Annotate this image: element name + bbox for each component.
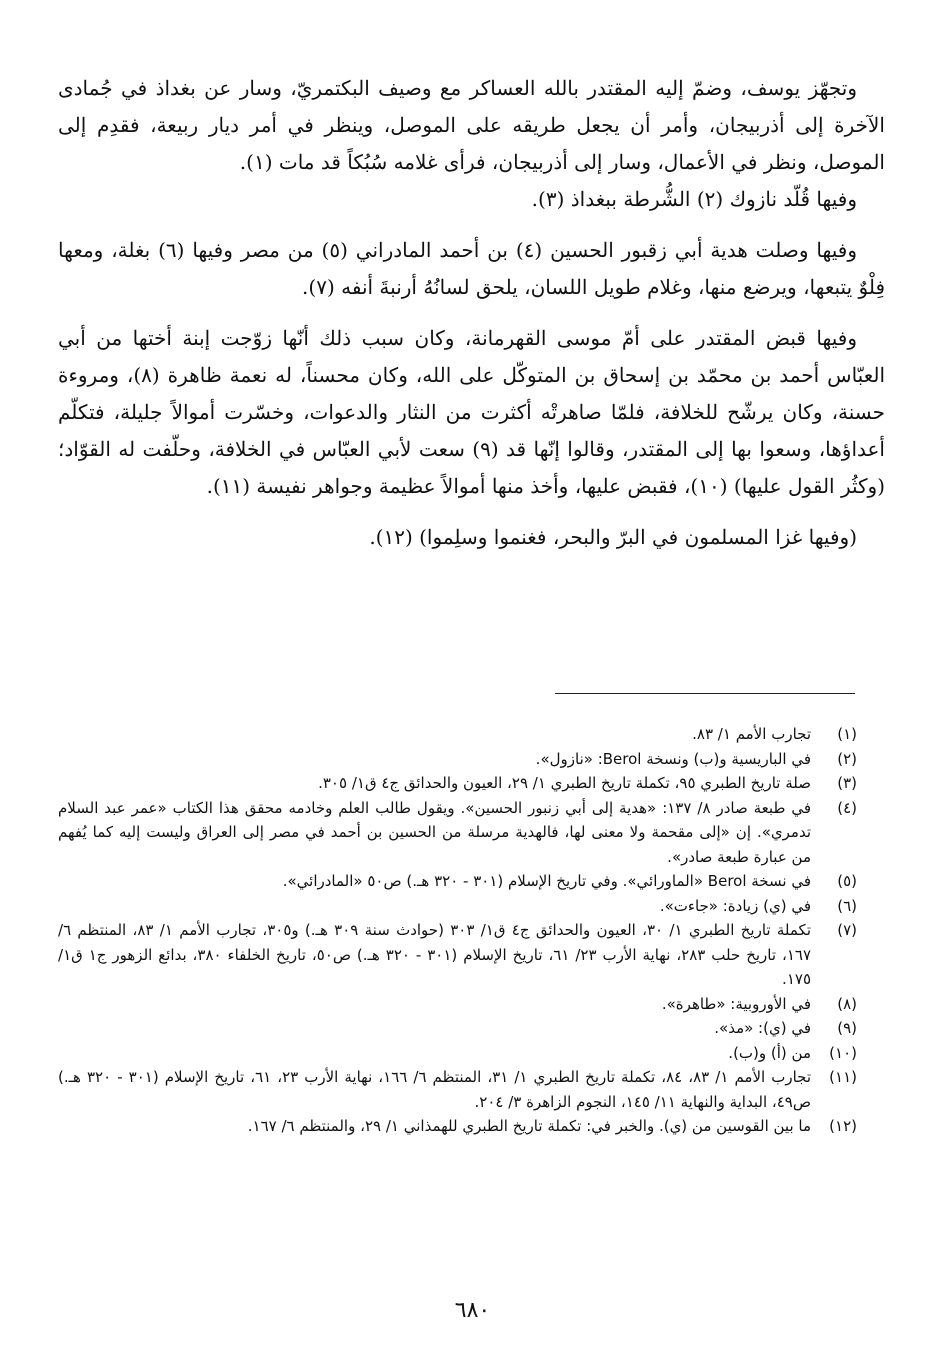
footnote-text: في الباريسية و(ب) ونسخة Berol: «نازول». [535, 749, 811, 768]
footnote [58, 992, 857, 1017]
paragraph: (وفيها غزا المسلمون في البرّ والبحر، فغنموا وسلِموا) (١٢). [369, 525, 857, 549]
footnote-number: (١) [837, 725, 857, 743]
paragraph: وتجهّز يوسف، وضمّ إليه المقتدر بالله العساكر مع وصيف البكتمريّ، وسار عن بغداذ في جُمادى الآخرة إلى أذربيجان، وأمر أن يجعل طريقه على الموصل، وينظر في أمر ديار ربيعة، فقدِم إلى الموصل، ونظر في الأعمال، وسار إلى أذربيجان، فرأى غلامه سُبُكاً قد مات (١). [58, 76, 885, 174]
footnote [58, 1016, 857, 1041]
footnote-text: في الأوروبية: «طاهرة». [661, 994, 811, 1013]
footnote-text: تجارب الأمم ١/ ٨٣، ٨٤، تكملة تاريخ الطبري ١/ ٣١، المنتظم ٦/ ١٦٦، نهاية الأرب ٢٣، ٦١، تاريخ الإسلام (٣٠١ - ٣٢٠ هـ.) ص٤٩، البداية والنهاية ١١/ ١٤٥، النجوم الزاهرة ٣/ ٢٠٤. [58, 1068, 812, 1111]
footnote-text: في (ي) زيادة: «جاءت». [659, 896, 811, 915]
footnote-number: (٩) [837, 1019, 857, 1037]
paragraph: وفيها وصلت هدية أبي زقبور الحسين (٤) بن أحمد المادراني (٥) من مصر وفيها (٦) بغلة، ومعها فِلْوٌ يتبعها، ويرضع منها، وغلام طويل اللسان، يلحق لسانُهُ أرنبةَ أنفه (٧). [58, 238, 885, 299]
footnotes [58, 722, 857, 1139]
footnote-divider [555, 693, 855, 694]
footnote-text: من (أ) و(ب). [728, 1043, 811, 1062]
footnote [58, 1065, 857, 1114]
footnote [58, 894, 857, 919]
footnote-text: صلة تاريخ الطبري ٩٥، تكملة تاريخ الطبري ١/ ٢٩، العيون والحدائق ج٤ ق١/ ٣٠٥. [318, 774, 811, 792]
footnote-number: (١٢) [829, 1117, 857, 1135]
footnote-text: في طبعة صادر ٨/ ١٣٧: «هدية إلى أبي زنبور الحسين». ويقول طالب العلم وخادمه محقق هذا الكتاب «عمر عبد السلام تدمري». إن «إلى مقحمة ولا معنى لها، فالهدية مرسلة من الحسين بن أحمد في مصر إلى العراق وليست إليه كما يُفهم من عبارة طبعة صادر». [58, 798, 812, 866]
footnote-number: (٤) [837, 798, 857, 817]
footnote-text: تكملة تاريخ الطبري ١/ ٣٠، العيون والحدائق ج٤ ق١/ ٣٠٣ (حوادث سنة ٣٠٩ هـ.) و٣٠٥، تجارب الأمم ١/ ٨٣، المنتظم ٦/ ١٦٧، تاريخ حلب ٢٨٣، نهاية الأرب ٢٣/ ٦١، تاريخ الإسلام (٣٠١ - ٣٢٠ هـ.) ص٥٠، تاريخ الخلفاء ٣٨٠، بدائع الزهور ج١ ق١/ ١٧٥. [58, 921, 812, 988]
footnote [58, 747, 857, 772]
footnote-text: ما بين القوسين من (ي). والخبر في: تكملة تاريخ الطبري للهمذاني ١/ ٢٩، والمنتظم ٦/ ١٦٧. [247, 1117, 811, 1135]
main-text [58, 70, 885, 556]
footnote [58, 918, 857, 992]
paragraph: وفيها قبض المقتدر على أمّ موسى القهرمانة، وكان سبب ذلك أنّها زوّجت إبنة أختها من أبي العبّاس أحمد بن محمّد بن إسحاق بن المتوكّل على الله، وكان محسناً، له نعمة ظاهرة (٨)، ومروءة حسنة، وكان يرشّح للخلافة، فلمّا صاهرتْه أكثرت من النثار والدعوات، وخسّرت أموالاً جليلة، فتكلّم أعداؤها، وسعوا بها إلى المقتدر، وقالوا إنّها قد (٩) سعت لأبي العبّاس في الخلافة، وحلّفت له القوّاد؛ (وكثُر القول عليها) (١٠)، فقبض عليها، وأخذ منها أموالاً عظيمة وجواهر نفيسة (١١). [58, 326, 885, 498]
footnote-number: (٣) [837, 774, 857, 792]
footnote-number: (٨) [837, 994, 857, 1013]
footnote-text: تجارب الأمم ١/ ٨٣. [692, 725, 811, 743]
footnote [58, 1041, 857, 1066]
footnote [58, 1114, 857, 1139]
footnote-number: (٧) [837, 921, 857, 939]
paragraph: وفيها قُلّد نازوك (٢) الشُّرطة ببغداذ (٣). [531, 187, 857, 211]
footnote [58, 722, 857, 747]
page-number: ٦٨٠ [454, 1298, 491, 1323]
footnote [58, 869, 857, 894]
footnote-number: (٥) [837, 872, 857, 890]
footnote-number: (٢) [837, 749, 857, 768]
footnote-number: (٦) [837, 896, 857, 915]
footnote [58, 771, 857, 796]
footnote-text: في (ي): «مذ». [714, 1019, 811, 1037]
footnote-number: (١١) [829, 1068, 857, 1086]
footnote-text: في نسخة Berol «الماورائي». وفي تاريخ الإسلام (٣٠١ - ٣٢٠ هـ.) ص٥٠ «المادرائي». [282, 872, 811, 890]
footnote [58, 796, 857, 870]
footnote-number: (١٠) [829, 1043, 857, 1062]
